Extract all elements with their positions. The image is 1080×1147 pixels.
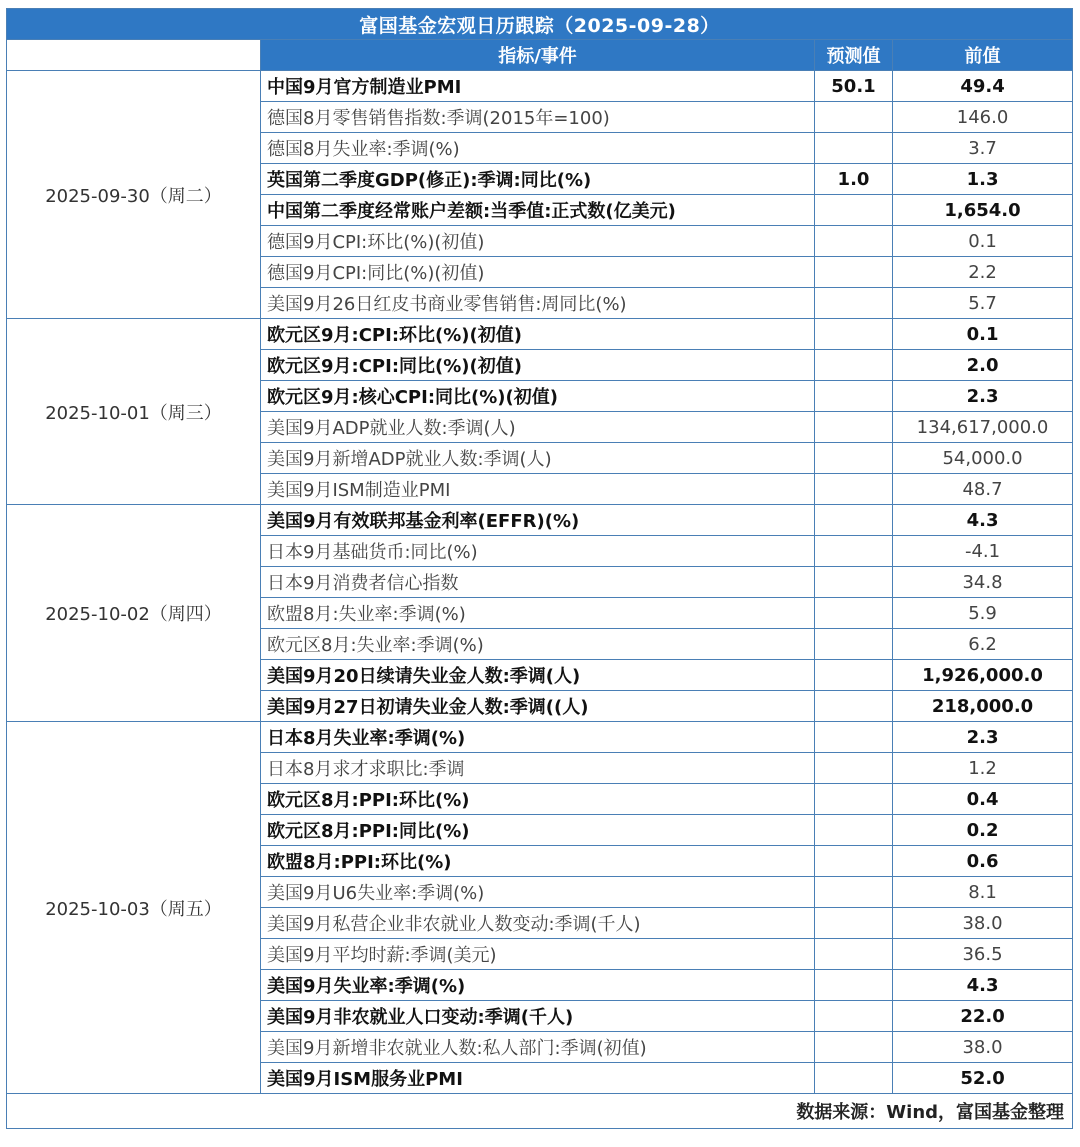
indicator-cell: 美国9月27日初请失业金人数:季调((人) [261, 691, 815, 722]
previous-cell: 36.5 [893, 939, 1073, 970]
forecast-cell [815, 195, 893, 226]
forecast-cell [815, 288, 893, 319]
indicator-cell: 美国9月26日红皮书商业零售销售:周同比(%) [261, 288, 815, 319]
date-cell: 2025-10-03（周五） [7, 722, 261, 1094]
indicator-cell: 欧元区8月:PPI:环比(%) [261, 784, 815, 815]
forecast-cell [815, 815, 893, 846]
previous-cell: 1.2 [893, 753, 1073, 784]
forecast-cell [815, 660, 893, 691]
previous-cell: 0.2 [893, 815, 1073, 846]
forecast-cell [815, 598, 893, 629]
previous-cell: 134,617,000.0 [893, 412, 1073, 443]
previous-cell: 2.2 [893, 257, 1073, 288]
indicator-cell: 欧盟8月:失业率:季调(%) [261, 598, 815, 629]
previous-cell: 0.1 [893, 226, 1073, 257]
forecast-header: 预测值 [815, 40, 893, 71]
indicator-cell: 欧盟8月:PPI:环比(%) [261, 846, 815, 877]
previous-cell: 1.3 [893, 164, 1073, 195]
indicator-cell: 美国9月ADP就业人数:季调(人) [261, 412, 815, 443]
forecast-cell [815, 1063, 893, 1094]
previous-cell: 218,000.0 [893, 691, 1073, 722]
indicator-cell: 日本8月失业率:季调(%) [261, 722, 815, 753]
previous-cell: 54,000.0 [893, 443, 1073, 474]
forecast-cell [815, 133, 893, 164]
forecast-cell [815, 102, 893, 133]
indicator-cell: 德国8月零售销售指数:季调(2015年=100) [261, 102, 815, 133]
table-body [7, 71, 1073, 1094]
previous-cell: 52.0 [893, 1063, 1073, 1094]
previous-cell: 5.9 [893, 598, 1073, 629]
forecast-cell: 50.1 [815, 71, 893, 102]
previous-header: 前值 [893, 40, 1073, 71]
indicator-cell: 欧元区8月:失业率:季调(%) [261, 629, 815, 660]
source-note: 数据来源：Wind，富国基金整理 [261, 1094, 1073, 1129]
forecast-cell [815, 226, 893, 257]
forecast-cell [815, 567, 893, 598]
forecast-cell [815, 412, 893, 443]
forecast-cell: 1.0 [815, 164, 893, 195]
indicator-cell: 中国第二季度经常账户差额:当季值:正式数(亿美元) [261, 195, 815, 226]
indicator-cell: 德国8月失业率:季调(%) [261, 133, 815, 164]
forecast-cell [815, 629, 893, 660]
date-cell: 2025-09-30（周二） [7, 71, 261, 319]
indicator-cell: 美国9月ISM制造业PMI [261, 474, 815, 505]
previous-cell: 3.7 [893, 133, 1073, 164]
previous-cell: 2.3 [893, 722, 1073, 753]
indicator-cell: 欧元区9月:CPI:环比(%)(初值) [261, 319, 815, 350]
previous-cell: 49.4 [893, 71, 1073, 102]
forecast-cell [815, 939, 893, 970]
previous-cell: 48.7 [893, 474, 1073, 505]
previous-cell: 0.6 [893, 846, 1073, 877]
calendar-container [6, 8, 1072, 1129]
forecast-cell [815, 257, 893, 288]
table-row [7, 319, 1073, 350]
previous-cell: -4.1 [893, 536, 1073, 567]
forecast-cell [815, 753, 893, 784]
indicator-cell: 日本9月消费者信心指数 [261, 567, 815, 598]
previous-cell: 4.3 [893, 970, 1073, 1001]
indicator-cell: 日本8月求才求职比:季调 [261, 753, 815, 784]
indicator-cell: 日本9月基础货币:同比(%) [261, 536, 815, 567]
previous-cell: 5.7 [893, 288, 1073, 319]
previous-cell: 0.1 [893, 319, 1073, 350]
indicator-cell: 美国9月失业率:季调(%) [261, 970, 815, 1001]
previous-cell: 6.2 [893, 629, 1073, 660]
table-row [7, 505, 1073, 536]
indicator-cell: 美国9月新增非农就业人数:私人部门:季调(初值) [261, 1032, 815, 1063]
source-spacer [7, 1094, 261, 1129]
table-row [7, 722, 1073, 753]
forecast-cell [815, 1001, 893, 1032]
indicator-cell: 美国9月ISM服务业PMI [261, 1063, 815, 1094]
date-cell: 2025-10-01（周三） [7, 319, 261, 505]
previous-cell: 2.0 [893, 350, 1073, 381]
indicator-cell: 美国9月U6失业率:季调(%) [261, 877, 815, 908]
indicator-cell: 欧元区9月:核心CPI:同比(%)(初值) [261, 381, 815, 412]
indicator-cell: 美国9月私营企业非农就业人数变动:季调(千人) [261, 908, 815, 939]
forecast-cell [815, 505, 893, 536]
indicator-cell: 美国9月非农就业人口变动:季调(千人) [261, 1001, 815, 1032]
indicator-cell: 欧元区8月:PPI:同比(%) [261, 815, 815, 846]
indicator-cell: 英国第二季度GDP(修正):季调:同比(%) [261, 164, 815, 195]
forecast-cell [815, 846, 893, 877]
forecast-cell [815, 319, 893, 350]
header-row [7, 40, 1073, 71]
date-header-blank [7, 40, 261, 71]
indicator-header: 指标/事件 [261, 40, 815, 71]
forecast-cell [815, 970, 893, 1001]
forecast-cell [815, 784, 893, 815]
table-row [7, 71, 1073, 102]
previous-cell: 0.4 [893, 784, 1073, 815]
forecast-cell [815, 474, 893, 505]
previous-cell: 4.3 [893, 505, 1073, 536]
forecast-cell [815, 877, 893, 908]
indicator-cell: 美国9月20日续请失业金人数:季调(人) [261, 660, 815, 691]
forecast-cell [815, 691, 893, 722]
forecast-cell [815, 381, 893, 412]
previous-cell: 2.3 [893, 381, 1073, 412]
macro-calendar-table [6, 8, 1073, 1129]
forecast-cell [815, 536, 893, 567]
forecast-cell [815, 443, 893, 474]
forecast-cell [815, 908, 893, 939]
previous-cell: 146.0 [893, 102, 1073, 133]
previous-cell: 38.0 [893, 1032, 1073, 1063]
indicator-cell: 德国9月CPI:同比(%)(初值) [261, 257, 815, 288]
forecast-cell [815, 1032, 893, 1063]
previous-cell: 8.1 [893, 877, 1073, 908]
previous-cell: 22.0 [893, 1001, 1073, 1032]
forecast-cell [815, 722, 893, 753]
indicator-cell: 美国9月新增ADP就业人数:季调(人) [261, 443, 815, 474]
source-row [7, 1094, 1073, 1129]
indicator-cell: 美国9月有效联邦基金利率(EFFR)(%) [261, 505, 815, 536]
indicator-cell: 中国9月官方制造业PMI [261, 71, 815, 102]
table-title: 富国基金宏观日历跟踪（2025-09-28） [7, 9, 1073, 40]
previous-cell: 34.8 [893, 567, 1073, 598]
previous-cell: 1,926,000.0 [893, 660, 1073, 691]
indicator-cell: 欧元区9月:CPI:同比(%)(初值) [261, 350, 815, 381]
indicator-cell: 美国9月平均时薪:季调(美元) [261, 939, 815, 970]
previous-cell: 1,654.0 [893, 195, 1073, 226]
forecast-cell [815, 350, 893, 381]
previous-cell: 38.0 [893, 908, 1073, 939]
date-cell: 2025-10-02（周四） [7, 505, 261, 722]
indicator-cell: 德国9月CPI:环比(%)(初值) [261, 226, 815, 257]
